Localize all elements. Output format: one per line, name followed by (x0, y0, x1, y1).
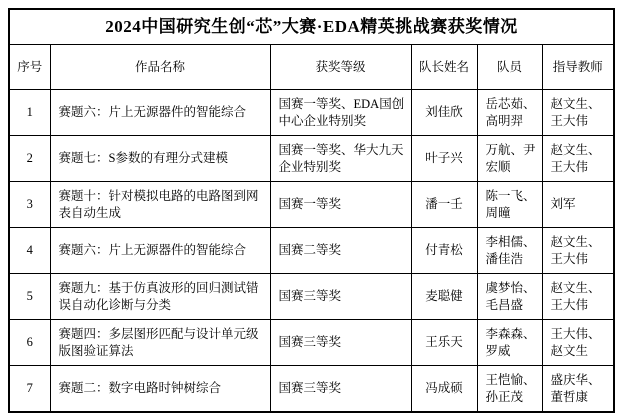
cell-members: 李相儒、潘佳浩 (477, 228, 542, 274)
table-title: 2024中国研究生创“芯”大赛·EDA精英挑战赛获奖情况 (9, 9, 614, 45)
table-row (9, 228, 614, 274)
column-header: 队员 (477, 45, 542, 90)
cell-work: 赛题九：基于仿真波形的回归测试错误自动化诊断与分类 (50, 274, 270, 320)
cell-teachers: 赵文生、王大伟 (542, 136, 614, 182)
cell-members: 王恺愉、孙正茂 (477, 366, 542, 413)
cell-teachers: 赵文生、王大伟 (542, 90, 614, 136)
cell-award: 国赛三等奖 (270, 366, 411, 413)
cell-members: 李森森、罗威 (477, 320, 542, 366)
cell-work: 赛题四：多层图形匹配与设计单元级版图验证算法 (50, 320, 270, 366)
column-header: 指导教师 (542, 45, 614, 90)
cell-members: 岳芯茹、高明羿 (477, 90, 542, 136)
cell-leader: 刘佳欣 (411, 90, 477, 136)
column-header: 队长姓名 (411, 45, 477, 90)
cell-members: 万航、尹宏顺 (477, 136, 542, 182)
cell-leader: 麦聪健 (411, 274, 477, 320)
title-row (9, 9, 614, 45)
cell-teachers: 王大伟、赵文生 (542, 320, 614, 366)
cell-teachers: 盛庆华、董哲康 (542, 366, 614, 413)
table-row (9, 136, 614, 182)
cell-teachers: 赵文生、王大伟 (542, 274, 614, 320)
table-row (9, 366, 614, 413)
cell-no: 6 (9, 320, 50, 366)
cell-work: 赛题七：S参数的有理分式建模 (50, 136, 270, 182)
cell-work: 赛题二：数字电路时钟树综合 (50, 366, 270, 413)
cell-members: 陈一飞、周曈 (477, 182, 542, 228)
cell-leader: 王乐天 (411, 320, 477, 366)
table-row (9, 182, 614, 228)
column-header: 序号 (9, 45, 50, 90)
awards-table (8, 8, 615, 413)
column-header: 获奖等级 (270, 45, 411, 90)
cell-no: 2 (9, 136, 50, 182)
cell-leader: 付青松 (411, 228, 477, 274)
cell-no: 1 (9, 90, 50, 136)
cell-no: 7 (9, 366, 50, 413)
cell-award: 国赛一等奖、华大九天企业特别奖 (270, 136, 411, 182)
cell-no: 3 (9, 182, 50, 228)
cell-teachers: 刘军 (542, 182, 614, 228)
cell-leader: 叶子兴 (411, 136, 477, 182)
cell-leader: 冯成硕 (411, 366, 477, 413)
cell-award: 国赛一等奖 (270, 182, 411, 228)
table-body (9, 90, 614, 413)
cell-work: 赛题六：片上无源器件的智能综合 (50, 228, 270, 274)
cell-no: 4 (9, 228, 50, 274)
cell-teachers: 赵文生、王大伟 (542, 228, 614, 274)
cell-award: 国赛三等奖 (270, 320, 411, 366)
column-header: 作品名称 (50, 45, 270, 90)
header-row (9, 45, 614, 90)
table-row (9, 90, 614, 136)
cell-no: 5 (9, 274, 50, 320)
cell-work: 赛题六：片上无源器件的智能综合 (50, 90, 270, 136)
cell-members: 虞梦怡、毛昌盛 (477, 274, 542, 320)
cell-work: 赛题十：针对模拟电路的电路图到网表自动生成 (50, 182, 270, 228)
cell-award: 国赛一等奖、EDA国创中心企业特别奖 (270, 90, 411, 136)
cell-leader: 潘一壬 (411, 182, 477, 228)
cell-award: 国赛二等奖 (270, 228, 411, 274)
table-row (9, 274, 614, 320)
cell-award: 国赛三等奖 (270, 274, 411, 320)
table-row (9, 320, 614, 366)
